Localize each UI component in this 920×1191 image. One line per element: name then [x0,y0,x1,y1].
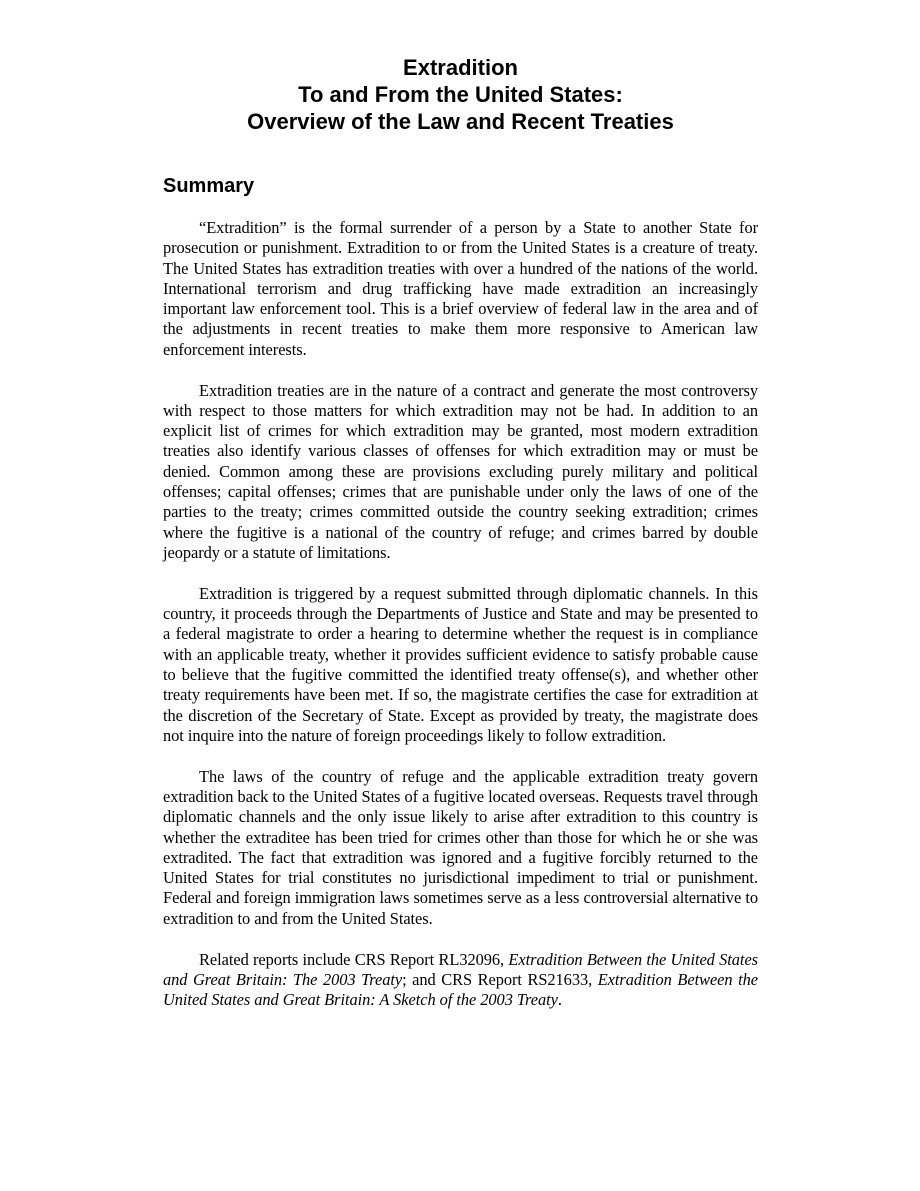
summary-paragraph-3: Extradition is triggered by a request submitted through diplomatic channels. In this country, it proceeds through the Departments of Justice and State and may be presented to a federal magistrate to order a hearing to determine whether the request is in compliance with an applicable treaty, whether it provides sufficient evidence to satisfy probable cause to believe that the fugitive committed the identified treaty offense(s), and whether other treaty requirements have been met. If so, the magistrate certifies the case for extradition at the discretion of the Secretary of State. Except as provided by treaty, the magistrate does not inquire into the nature of foreign proceedings likely to follow extradition. [163,583,758,745]
related-report-title-1: Extradition Between the United States and Great Britain: The 2003 Treaty [163,949,758,989]
related-reports-end: . [557,990,562,1010]
document-title [163,54,758,135]
summary-body [163,218,758,1010]
title-line-2: To and From the United States: [298,82,623,107]
related-reports-paragraph [163,950,758,1011]
related-report-title-2: Extradition Between the United States and Great Britain: A Sketch of the 2003 Treaty [163,969,758,1010]
summary-paragraph-4: The laws of the country of refuge and the applicable extradition treaty govern extradition back to the United States of a fugitive located overseas. Requests travel through diplomatic channels and the only issue likely to arise after extradition to this country is whether the extraditee has been tried for crimes other than those for which he or she was extradited. The fact that extradition was ignored and a fugitive forcibly returned to the United States for trial constitutes no jurisdictional impediment to trial or punishment. Federal and foreign immigration laws sometimes serve as a less controversial alternative to extradition to and from the United States. [163,766,758,928]
summary-paragraph-1: “Extradition” is the formal surrender of a person by a State to another State for prosecution or punishment. Extradition to or from the United States is a creature of treaty. The United States has extradition treaties with over a hundred of the nations of the world. International terrorism and drug trafficking have made extradition an increasingly important law enforcement tool. This is a brief overview of federal law in the area and of the adjustments in recent treaties to make them more responsive to American law enforcement interests. [163,218,758,359]
related-reports-lead: Related reports include CRS Report RL32096, [199,949,509,969]
title-line-3: Overview of the Law and Recent Treaties [247,109,674,134]
document-page [163,54,758,1010]
title-line-1: Extradition [403,55,518,80]
related-reports-middle: ; and CRS Report RS21633, [402,969,598,989]
summary-heading: Summary [163,175,255,197]
summary-paragraph-2: Extradition treaties are in the nature of a contract and generate the most controversy with respect to those matters for which extradition may not be had. In addition to an explicit list of crimes for which extradition may be granted, most modern extradition treaties also identify various classes of offenses for which extradition may or must be denied. Common among these are provisions excluding purely military and political offenses; capital offenses; crimes that are punishable under only the laws of one of the parties to the treaty; crimes committed outside the country seeking extradition; crimes where the fugitive is a national of the country of refuge; and crimes barred by double jeopardy or a statute of limitations. [163,380,758,562]
